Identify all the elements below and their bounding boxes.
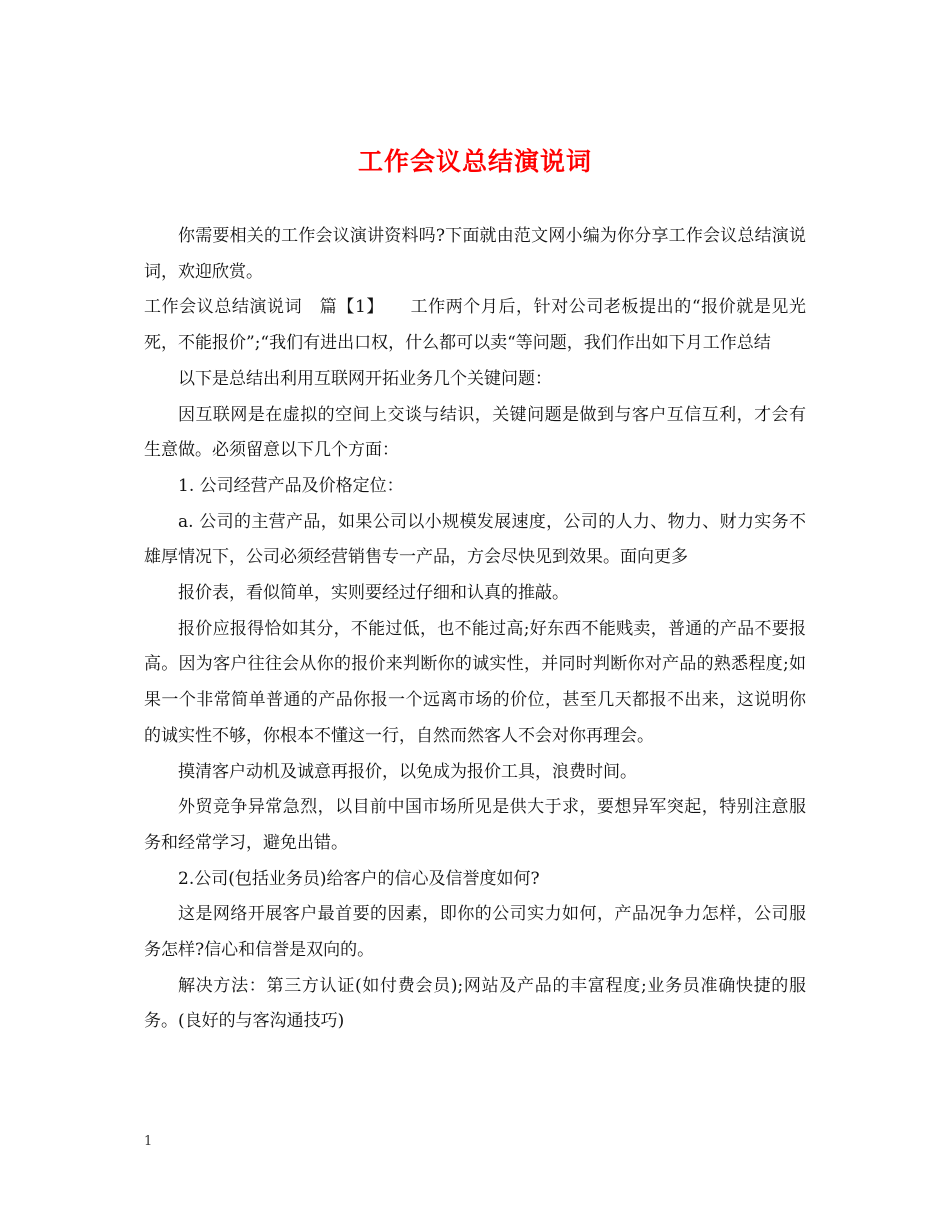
page-number: 1: [144, 1134, 153, 1149]
paragraph-section-heading: 工作会议总结演说词 篇【1】 工作两个月后，针对公司老板提出的“报价就是见光死，不能报价”;“我们有进出口权，什么都可以卖“等问题，我们作出如下月工作总结: [144, 297, 806, 354]
paragraph: 报价应报得恰如其分，不能过低，也不能过高;好东西不能贱卖，普通的产品不要报高。因为客户往往会从你的报价来判断你的诚实性，并同时判断你对产品的熟悉程度;如果一个非常简单普通的产品你报一个远离市场的价位，甚至几天都报不出来，这说明你的诚实性不够，你根本不懂这一行，自然而然客人不会对你再理会。: [144, 618, 806, 746]
document-body: [144, 219, 806, 1040]
paragraph: 摸清客户动机及诚意再报价，以免成为报价工具，浪费时间。: [178, 761, 637, 782]
paragraph: 以下是总结出利用互联网开拓业务几个关键问题：: [178, 368, 552, 389]
list-item-heading: 1. 公司经营产品及价格定位：: [178, 475, 404, 496]
paragraph: 解决方法：第三方认证(如付费会员);网站及产品的丰富程度;业务员准确快捷的服务。(良好的与客沟通技巧): [144, 975, 806, 1032]
paragraph-intro: 你需要相关的工作会议演讲资料吗?下面就由范文网小编为你分享工作会议总结演说词，欢迎欣赏。: [144, 226, 806, 282]
list-item-heading: 2.公司(包括业务员)给客户的信心及信誉度如何?: [178, 868, 540, 889]
paragraph: 外贸竞争异常急烈，以目前中国市场所见是供大于求，要想异军突起，特别注意服务和经常学习，避免出错。: [144, 797, 806, 853]
paragraph: 因互联网是在虚拟的空间上交谈与结识，关键问题是做到与客户互信互利，才会有生意做。必须留意以下几个方面：: [144, 404, 806, 461]
paragraph: a. 公司的主营产品，如果公司以小规模发展速度，公司的人力、物力、财力实务不雄厚情况下，公司必须经营销售专一产品，方会尽快见到效果。面向更多: [144, 511, 806, 568]
paragraph: 报价表，看似简单，实则要经过仔细和认真的推敲。: [178, 583, 569, 604]
document-title: 工作会议总结演说词: [357, 147, 592, 176]
paragraph: 这是网络开展客户最首要的因素，即你的公司实力如何，产品况争力怎样，公司服务怎样?信心和信誉是双向的。: [144, 904, 806, 961]
